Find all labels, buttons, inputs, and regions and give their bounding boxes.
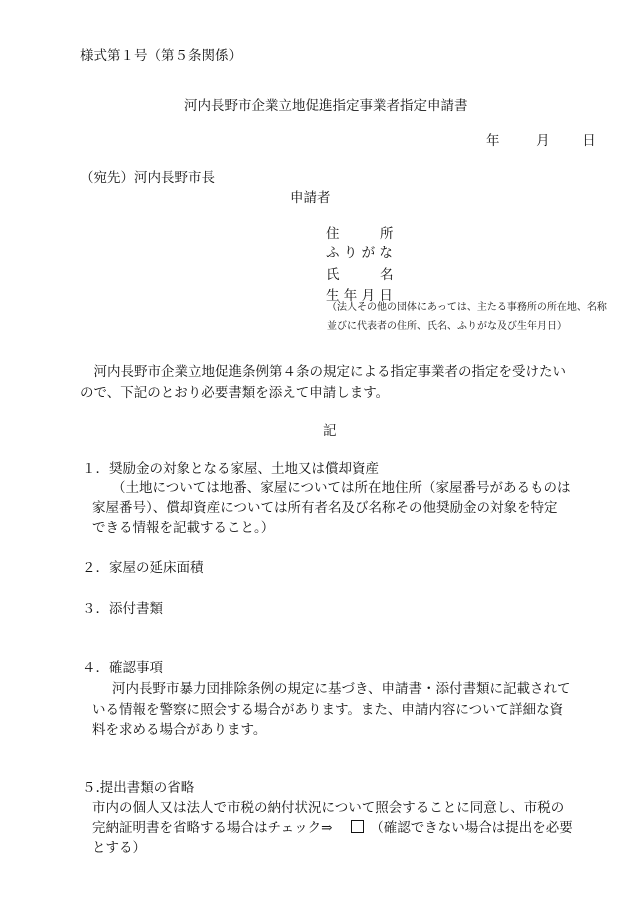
field-note-line2: 並びに代表者の住所、氏名、ふりがな及び生年月日） bbox=[327, 321, 567, 332]
field-note-line1: （法人その他の団体にあっては、主たる事務所の所在地、名称 bbox=[327, 302, 607, 313]
omit-certificate-checkbox[interactable] bbox=[351, 820, 364, 833]
document-title: 河内長野市企業立地促進指定事業者指定申請書 bbox=[184, 98, 468, 114]
intro-line1: 河内長野市企業立地促進条例第４条の規定による指定事業者の指定を受けたい bbox=[80, 364, 566, 380]
addressee: （宛先）河内長野市長 bbox=[80, 170, 215, 186]
item5-heading: ５.提出書類の省略 bbox=[82, 780, 195, 796]
item4-heading: ４．確認事項 bbox=[82, 660, 163, 676]
date-line bbox=[486, 129, 596, 149]
date-day: 日 bbox=[582, 133, 596, 149]
field-address: 住 所 bbox=[326, 226, 394, 242]
form-number: 様式第１号（第５条関係） bbox=[80, 48, 242, 64]
date-month: 月 bbox=[536, 133, 550, 149]
item1-line2: 家屋番号）、償却資産については所有者名及び名称その他奨励金の対象を特定 bbox=[92, 500, 558, 516]
field-name: 氏 名 bbox=[326, 267, 394, 283]
intro-line2: ので、下記のとおり必要書類を添えて申請します。 bbox=[80, 385, 390, 401]
item3-heading: ３．添付書類 bbox=[82, 601, 163, 617]
item1-heading: １．奨励金の対象となる家屋、土地又は償却資産 bbox=[82, 461, 379, 477]
item1-line1: （土地については地番、家屋については所在地住所（家屋番号があるものは bbox=[112, 480, 571, 496]
date-year: 年 bbox=[486, 133, 500, 149]
item5-line1: 市内の個人又は法人で市税の納付状況について照会することに同意し、市税の bbox=[92, 800, 565, 816]
item5-line2-rest: （確認できない場合は提出を必要 bbox=[370, 820, 573, 836]
item2-heading: ２．家屋の延床面積 bbox=[82, 560, 204, 576]
field-furigana: ふ り が な bbox=[326, 245, 393, 261]
applicant-label: 申請者 bbox=[290, 190, 331, 206]
item1-line3: できる情報を記載すること。） bbox=[92, 520, 275, 536]
item5-line2 bbox=[92, 816, 573, 836]
ki-label: 記 bbox=[323, 423, 337, 439]
item5-line2-text: 完納証明書を省略する場合はチェック⇒ bbox=[92, 820, 333, 836]
item4-line1: 河内長野市暴力団排除条例の規定に基づき、申請書・添付書類に記載されて bbox=[112, 681, 571, 697]
item4-line3: 料を求める場合があります。 bbox=[92, 722, 267, 738]
item5-line3: とする） bbox=[92, 840, 146, 856]
item4-line2: いる情報を警察に照会する場合があります。また、申請内容について詳細な資 bbox=[92, 702, 564, 718]
field-birthdate: 生 年 月 日 bbox=[326, 288, 393, 304]
